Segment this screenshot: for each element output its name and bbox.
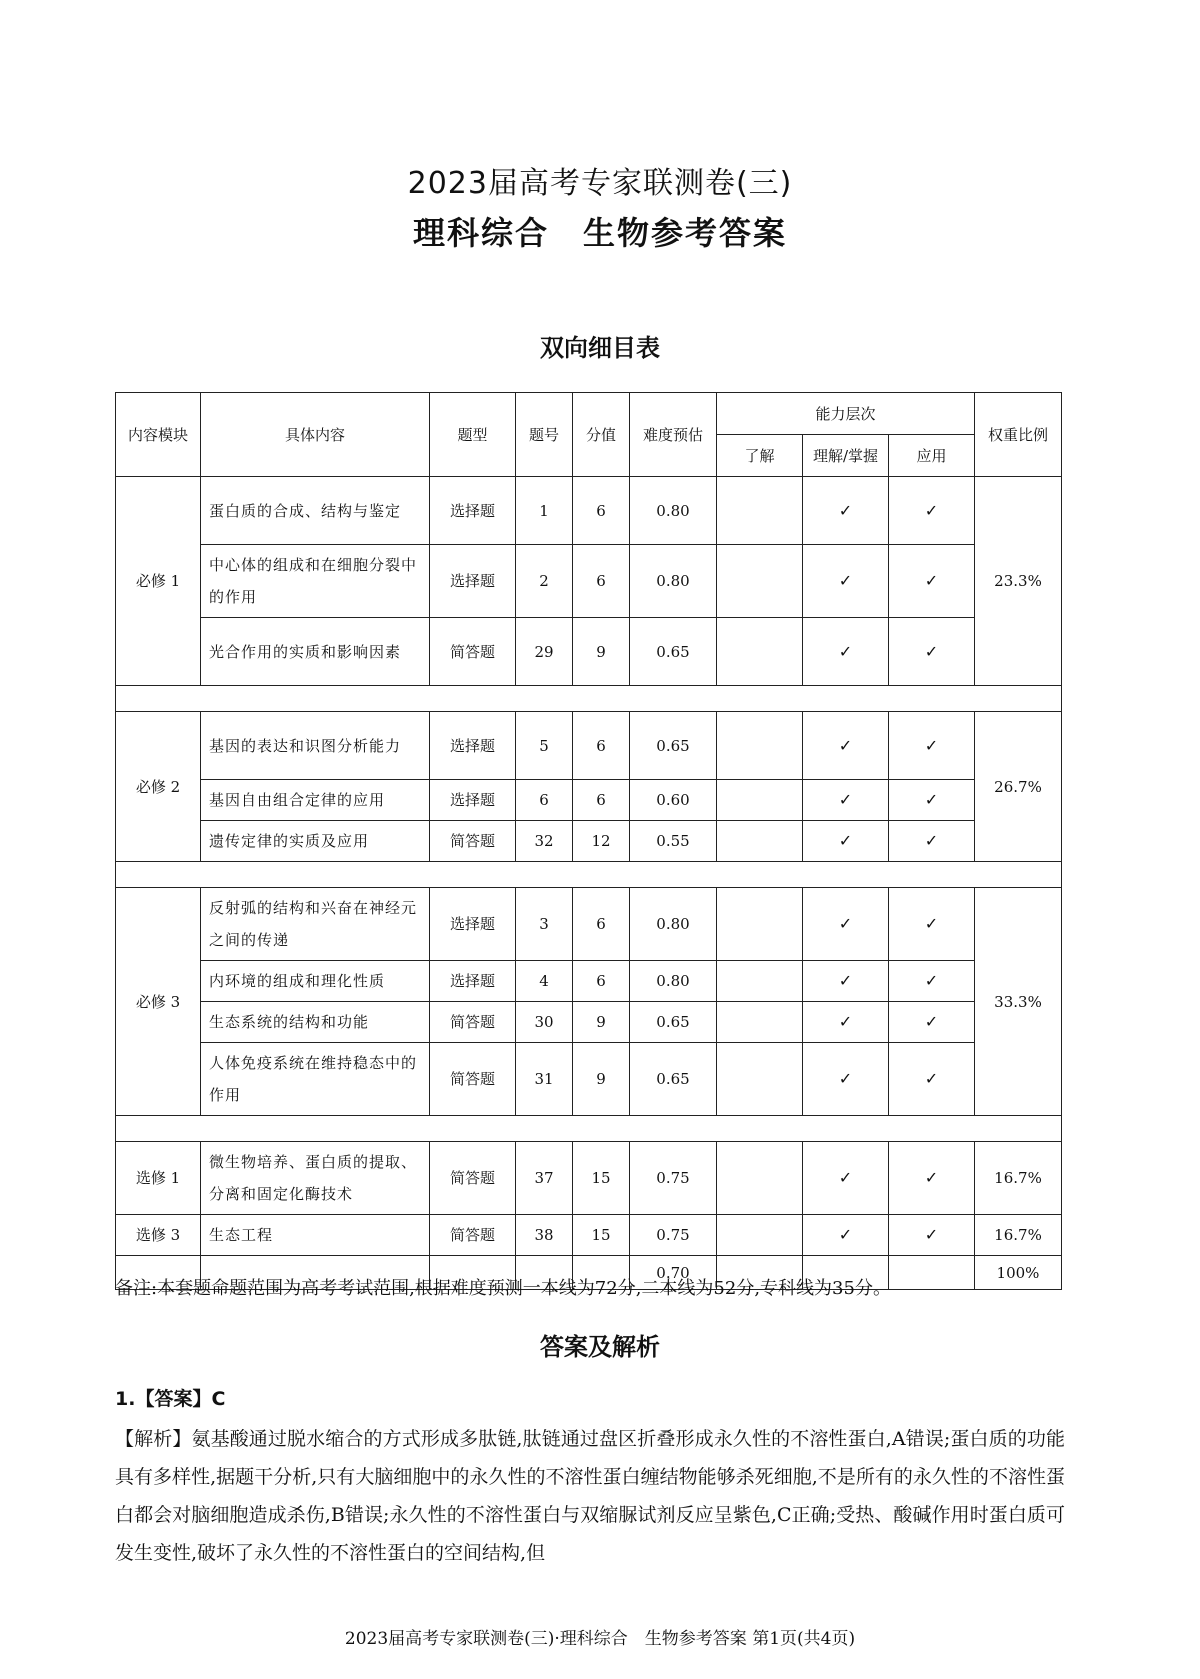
score-cell: 9 xyxy=(573,1043,630,1116)
understand-cell xyxy=(717,1002,803,1043)
page-footer: 2023届高考专家联测卷(三)·理科综合 生物参考答案 第1页(共4页) xyxy=(344,1629,856,1649)
answer-1-label xyxy=(115,1384,225,1411)
apply-check-cell: ✓ xyxy=(889,545,975,618)
content-cell: 基因自由组合定律的应用 xyxy=(201,780,430,821)
table-row xyxy=(116,1215,1062,1256)
understand-cell xyxy=(717,888,803,961)
type-cell: 选择题 xyxy=(430,712,516,780)
table-row xyxy=(116,961,1062,1002)
header-understand: 了解 xyxy=(717,435,803,477)
document-title: 2023届高考专家联测卷(三) xyxy=(407,166,793,201)
difficulty-cell: 0.80 xyxy=(630,888,717,961)
score-cell: 6 xyxy=(573,477,630,545)
apply-check-cell: ✓ xyxy=(889,1215,975,1256)
weight-cell: 16.7% xyxy=(975,1142,1062,1215)
apply-check-cell: ✓ xyxy=(889,1142,975,1215)
difficulty-cell: 0.75 xyxy=(630,1142,717,1215)
weight-cell: 16.7% xyxy=(975,1215,1062,1256)
header-type: 题型 xyxy=(430,393,516,477)
score-cell: 9 xyxy=(573,618,630,686)
header-apply: 应用 xyxy=(889,435,975,477)
understand-cell xyxy=(717,618,803,686)
master-check-cell: ✓ xyxy=(803,780,889,821)
table-title: 双向细目表 xyxy=(540,334,660,362)
spacer-cell xyxy=(116,862,1062,888)
header-score: 分值 xyxy=(573,393,630,477)
spacer-cell xyxy=(116,686,1062,712)
header-master: 理解/掌握 xyxy=(803,435,889,477)
answers-title: 答案及解析 xyxy=(540,1333,660,1361)
apply-check-cell: ✓ xyxy=(889,888,975,961)
header-weight: 权重比例 xyxy=(975,393,1062,477)
module-cell: 选修 1 xyxy=(116,1142,201,1215)
weight-cell: 33.3% xyxy=(975,888,1062,1116)
type-cell: 简答题 xyxy=(430,618,516,686)
number-cell: 32 xyxy=(516,821,573,862)
content-cell: 基因的表达和识图分析能力 xyxy=(201,712,430,780)
difficulty-cell: 0.65 xyxy=(630,618,717,686)
total-weight-cell: 100% xyxy=(975,1256,1062,1290)
number-cell: 37 xyxy=(516,1142,573,1215)
spacer-row xyxy=(116,686,1062,712)
apply-check-cell: ✓ xyxy=(889,1043,975,1116)
type-cell: 选择题 xyxy=(430,888,516,961)
difficulty-cell: 0.80 xyxy=(630,545,717,618)
number-cell: 3 xyxy=(516,888,573,961)
understand-cell xyxy=(717,712,803,780)
type-cell: 选择题 xyxy=(430,545,516,618)
content-cell: 人体免疫系统在维持稳态中的作用 xyxy=(201,1043,430,1116)
understand-cell xyxy=(717,477,803,545)
score-cell: 15 xyxy=(573,1215,630,1256)
difficulty-cell: 0.65 xyxy=(630,712,717,780)
apply-check-cell: ✓ xyxy=(889,961,975,1002)
table-row xyxy=(116,821,1062,862)
module-cell: 必修 3 xyxy=(116,888,201,1116)
number-cell: 5 xyxy=(516,712,573,780)
table-row xyxy=(116,712,1062,780)
score-cell: 6 xyxy=(573,712,630,780)
apply-check-cell: ✓ xyxy=(889,780,975,821)
module-cell: 必修 1 xyxy=(116,477,201,686)
table-row xyxy=(116,618,1062,686)
spacer-row xyxy=(116,1116,1062,1142)
content-cell: 生态系统的结构和功能 xyxy=(201,1002,430,1043)
content-cell: 微生物培养、蛋白质的提取、分离和固定化酶技术 xyxy=(201,1142,430,1215)
master-check-cell: ✓ xyxy=(803,477,889,545)
master-check-cell: ✓ xyxy=(803,712,889,780)
content-cell: 光合作用的实质和影响因素 xyxy=(201,618,430,686)
difficulty-cell: 0.80 xyxy=(630,961,717,1002)
weight-cell: 26.7% xyxy=(975,712,1062,862)
master-check-cell: ✓ xyxy=(803,1002,889,1043)
master-check-cell: ✓ xyxy=(803,1142,889,1215)
number-cell: 31 xyxy=(516,1043,573,1116)
master-check-cell: ✓ xyxy=(803,1043,889,1116)
spacer-cell xyxy=(116,1116,1062,1142)
table-row xyxy=(116,888,1062,961)
type-cell: 简答题 xyxy=(430,1002,516,1043)
specification-table xyxy=(115,392,1062,1290)
understand-cell xyxy=(717,1142,803,1215)
score-cell: 6 xyxy=(573,780,630,821)
header-ability: 能力层次 xyxy=(717,393,975,435)
table-row xyxy=(116,545,1062,618)
content-cell: 反射弧的结构和兴奋在神经元之间的传递 xyxy=(201,888,430,961)
understand-cell xyxy=(717,821,803,862)
answer-1-analysis: 【解析】氨基酸通过脱水缩合的方式形成多肽链,肽链通过盘区折叠形成永久性的不溶性蛋白,A错误;蛋白质的功能具有多样性,据题干分析,只有大脑细胞中的永久性的不溶性蛋白缠结物能够杀死细胞,不是所有的永久性的不溶性蛋白都会对脑细胞造成杀伤,B错误;永久性的不溶性蛋白与双缩脲试剂反应呈紫色,C正确;受热、酸碱作用时蛋白质可发生变性,破坏了永久性的不溶性蛋白的空间结构,但 xyxy=(115,1428,1065,1564)
understand-cell xyxy=(717,1215,803,1256)
number-cell: 1 xyxy=(516,477,573,545)
number-cell: 29 xyxy=(516,618,573,686)
number-cell: 2 xyxy=(516,545,573,618)
document-subtitle: 理科综合 生物参考答案 xyxy=(412,214,787,252)
total-difficulty-cell: 0.70 xyxy=(630,1256,717,1290)
apply-check-cell: ✓ xyxy=(889,712,975,780)
apply-check-cell: ✓ xyxy=(889,618,975,686)
master-check-cell: ✓ xyxy=(803,888,889,961)
number-cell: 38 xyxy=(516,1215,573,1256)
table-note: 备注:本套题命题范围为高考考试范围,根据难度预测一本线为72分,二本线为52分,专科线为35分。 xyxy=(115,1278,891,1299)
understand-cell xyxy=(717,1043,803,1116)
table-row xyxy=(116,1002,1062,1043)
apply-check-cell: ✓ xyxy=(889,1002,975,1043)
score-cell: 6 xyxy=(573,545,630,618)
header-difficulty: 难度预估 xyxy=(630,393,717,477)
answer-1-label-text: 1.【答案】C xyxy=(115,1388,226,1410)
apply-check-cell: ✓ xyxy=(889,477,975,545)
difficulty-cell: 0.60 xyxy=(630,780,717,821)
understand-cell xyxy=(717,545,803,618)
understand-cell xyxy=(717,780,803,821)
score-cell: 9 xyxy=(573,1002,630,1043)
module-cell: 选修 3 xyxy=(116,1215,201,1256)
difficulty-cell: 0.65 xyxy=(630,1043,717,1116)
difficulty-cell: 0.80 xyxy=(630,477,717,545)
master-check-cell: ✓ xyxy=(803,821,889,862)
table-row xyxy=(116,1142,1062,1215)
content-cell: 生态工程 xyxy=(201,1215,430,1256)
table-row xyxy=(116,780,1062,821)
type-cell: 简答题 xyxy=(430,1142,516,1215)
type-cell: 选择题 xyxy=(430,477,516,545)
spacer-row xyxy=(116,862,1062,888)
content-cell: 遗传定律的实质及应用 xyxy=(201,821,430,862)
difficulty-cell: 0.55 xyxy=(630,821,717,862)
apply-check-cell: ✓ xyxy=(889,821,975,862)
type-cell: 简答题 xyxy=(430,1043,516,1116)
content-cell: 内环境的组成和理化性质 xyxy=(201,961,430,1002)
type-cell: 选择题 xyxy=(430,961,516,1002)
master-check-cell: ✓ xyxy=(803,545,889,618)
module-cell: 必修 2 xyxy=(116,712,201,862)
type-cell: 选择题 xyxy=(430,780,516,821)
understand-cell xyxy=(717,961,803,1002)
number-cell: 4 xyxy=(516,961,573,1002)
table-row xyxy=(116,477,1062,545)
master-check-cell: ✓ xyxy=(803,961,889,1002)
score-cell: 6 xyxy=(573,888,630,961)
weight-cell: 23.3% xyxy=(975,477,1062,686)
header-module: 内容模块 xyxy=(116,393,201,477)
type-cell: 简答题 xyxy=(430,821,516,862)
header-number: 题号 xyxy=(516,393,573,477)
difficulty-cell: 0.75 xyxy=(630,1215,717,1256)
score-cell: 12 xyxy=(573,821,630,862)
content-cell: 蛋白质的合成、结构与鉴定 xyxy=(201,477,430,545)
score-cell: 15 xyxy=(573,1142,630,1215)
table-row xyxy=(116,1043,1062,1116)
header-content: 具体内容 xyxy=(201,393,430,477)
master-check-cell: ✓ xyxy=(803,618,889,686)
master-check-cell: ✓ xyxy=(803,1215,889,1256)
content-cell: 中心体的组成和在细胞分裂中的作用 xyxy=(201,545,430,618)
score-cell: 6 xyxy=(573,961,630,1002)
difficulty-cell: 0.65 xyxy=(630,1002,717,1043)
type-cell: 简答题 xyxy=(430,1215,516,1256)
number-cell: 30 xyxy=(516,1002,573,1043)
number-cell: 6 xyxy=(516,780,573,821)
